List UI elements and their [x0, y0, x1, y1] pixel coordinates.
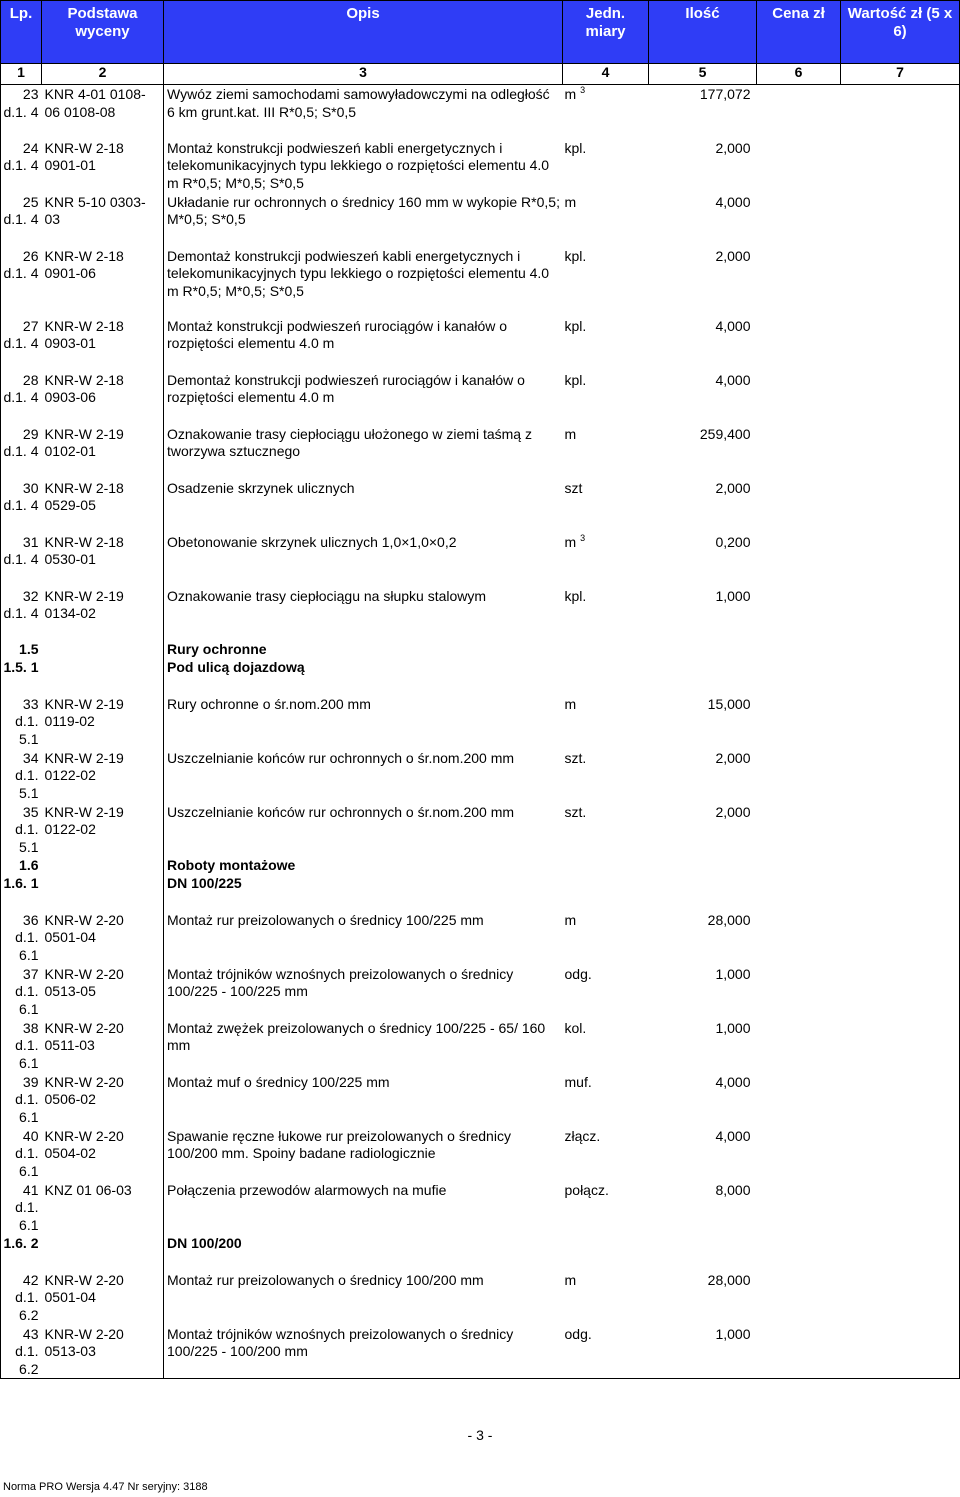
row-value [841, 911, 960, 965]
table-row [1, 1019, 960, 1073]
row-basis: KNR-W 2-18 0901-01 [44, 139, 124, 173]
row-price [757, 139, 841, 193]
row-lp: 40 d.1. 6.1 [1, 1127, 42, 1181]
table-row [1, 533, 960, 587]
row-basis: KNR-W 2-19 0119-02 [44, 695, 124, 729]
row-description: Montaż rur preizolowanych o średnicy 100/200 mm [164, 1271, 563, 1325]
row-value [841, 193, 960, 247]
table-row [1, 587, 960, 641]
row-description: Demontaż konstrukcji podwieszeń rurociągów i kanałów o rozpiętości elementu 4.0 m [164, 371, 563, 425]
unit-label: szt [564, 479, 583, 496]
unit-exponent: 3 [580, 532, 586, 543]
table-row [1, 1127, 960, 1181]
row-price [757, 1271, 841, 1325]
row-lp: 33 d.1. 5.1 [1, 695, 42, 749]
row-lp: 27 d.1. 4 [1, 317, 42, 371]
row-price [757, 247, 841, 317]
header-lp: Lp. [1, 1, 42, 64]
row-description: Montaż trójników wznośnych preizolowanych o średnicy 100/225 - 100/225 mm [164, 965, 563, 1019]
row-quantity: 8,000 [715, 1181, 751, 1198]
unit-label: muf. [564, 1073, 592, 1090]
row-quantity: 4,000 [715, 371, 751, 388]
row-quantity: 0,200 [715, 533, 751, 550]
row-lp: 1.6. 2 [1, 1235, 42, 1271]
row-unit [563, 1325, 649, 1379]
row-value [841, 533, 960, 587]
row-description: Oznakowanie trasy ciepłociągu na słupku stalowym [164, 587, 563, 641]
row-quantity [649, 1235, 757, 1271]
row-basis: KNR-W 2-20 0506-02 [44, 1073, 124, 1107]
table-row [1, 371, 960, 425]
row-basis: KNR-W 2-20 0513-05 [44, 965, 124, 999]
row-price [757, 749, 841, 803]
table-row [1, 193, 960, 247]
unit-label: szt. [564, 803, 587, 820]
table-row [1, 695, 960, 749]
row-quantity: 2,000 [715, 803, 751, 820]
row-description: Wywóz ziemi samochodami samowyładowczymi na odległość 6 km grunt.kat. III R*0,5; S*0,5 [164, 85, 563, 139]
row-lp: 25 d.1. 4 [1, 193, 42, 247]
row-price [757, 1019, 841, 1073]
row-quantity: 4,000 [715, 1073, 751, 1090]
row-price [757, 587, 841, 641]
row-quantity: 4,000 [715, 193, 751, 210]
row-value [841, 965, 960, 1019]
row-description: Obetonowanie skrzynek ulicznych 1,0×1,0×0,2 [164, 533, 563, 587]
table-row [1, 139, 960, 193]
row-basis [42, 1235, 164, 1271]
row-value [841, 85, 960, 139]
row-unit [563, 247, 649, 317]
row-basis: KNR-W 2-20 0501-04 [44, 1271, 124, 1305]
row-unit [563, 587, 649, 641]
row-price [757, 1235, 841, 1271]
row-price [757, 317, 841, 371]
row-unit [563, 533, 649, 587]
row-description: Montaż konstrukcji podwieszeń rurociągów i kanałów o rozpiętości elementu 4.0 m [164, 317, 563, 371]
row-quantity: 1,000 [649, 1325, 757, 1379]
row-price [757, 875, 841, 911]
unit-label: szt. [564, 749, 587, 766]
table-row [1, 803, 960, 857]
row-quantity: 259,400 [699, 425, 751, 442]
column-number: 7 [841, 64, 960, 85]
section-title: Roboty montażowe [164, 857, 563, 875]
row-value [841, 803, 960, 857]
row-lp: 37 d.1. 6.1 [1, 965, 42, 1019]
row-unit [563, 1271, 649, 1325]
unit-label: kol. [564, 1019, 587, 1036]
row-unit [563, 1127, 649, 1181]
row-lp: 41 d.1. 6.1 [1, 1181, 42, 1235]
row-quantity [649, 641, 757, 659]
column-number: 2 [42, 64, 164, 85]
row-description: Osadzenie skrzynek ulicznych [164, 479, 563, 533]
row-basis: KNR-W 2-19 0122-02 [44, 749, 124, 783]
unit-exponent: 3 [580, 85, 586, 95]
unit-label: złącz. [564, 1127, 601, 1144]
row-basis: KNZ 01 06-03 [44, 1181, 132, 1198]
row-description: Połączenia przewodów alarmowych na mufie [164, 1181, 563, 1235]
row-description: Uszczelnianie końców rur ochronnych o śr.nom.200 mm [164, 749, 563, 803]
row-basis [42, 659, 164, 695]
row-value [841, 317, 960, 371]
unit-label: kpl. [564, 317, 587, 334]
row-basis: KNR-W 2-20 0504-02 [44, 1127, 124, 1161]
row-description: Montaż konstrukcji podwieszeń kabli energetycznych i telekomunikacyjnych typu lekkiego o rozpiętości elementu 4.0 m R*0,5; M*0,5; S*0,5 [164, 139, 563, 193]
row-description: Spawanie ręczne łukowe rur preizolowanych o średnicy 100/200 mm. Spoiny badane radiologicznie [164, 1127, 563, 1181]
column-number: 1 [1, 64, 42, 85]
row-lp: 1.5. 1 [1, 659, 42, 695]
row-basis: KNR-W 2-20 0511-03 [44, 1019, 124, 1053]
row-price [757, 1073, 841, 1127]
table-row [1, 479, 960, 533]
row-quantity: 177,072 [699, 86, 751, 102]
row-lp: 42 d.1. 6.2 [1, 1271, 42, 1325]
row-price [757, 425, 841, 479]
header-value: Wartość zł (5 x 6) [841, 1, 960, 64]
column-number: 6 [757, 64, 841, 85]
row-value [841, 247, 960, 317]
row-unit [563, 85, 649, 139]
unit-label: m [564, 1271, 577, 1288]
row-lp: 39 d.1. 6.1 [1, 1073, 42, 1127]
unit-label: m [564, 911, 577, 928]
row-value [841, 875, 960, 911]
unit-label: m [564, 425, 577, 442]
row-lp: 32 d.1. 4 [1, 587, 42, 641]
row-basis: KNR 5-10 0303-03 [44, 193, 146, 227]
column-number: 4 [563, 64, 649, 85]
row-value [841, 1181, 960, 1235]
header-description: Opis [164, 1, 563, 64]
row-unit [563, 193, 649, 247]
unit-label: odg. [564, 965, 592, 982]
footer-software-info: Norma PRO Wersja 4.47 Nr seryjny: 3188 [3, 1481, 208, 1493]
row-description: Montaż trójników wznośnych preizolowanych o średnicy 100/225 - 100/200 mm [164, 1325, 563, 1379]
row-value [841, 371, 960, 425]
row-unit [563, 1073, 649, 1127]
row-value [841, 1127, 960, 1181]
row-value [841, 1073, 960, 1127]
header-price: Cena zł [757, 1, 841, 64]
row-description: Demontaż konstrukcji podwieszeń kabli energetycznych i telekomunikacyjnych typu lekkiego o rozpiętości elementu 4.0 m R*0,5; M*0,5; S*0,5 [164, 247, 563, 317]
row-value [841, 1235, 960, 1271]
row-price [757, 533, 841, 587]
row-lp: 26 d.1. 4 [1, 247, 42, 317]
row-quantity: 2,000 [715, 247, 751, 264]
table-row [1, 1325, 960, 1379]
section-row [1, 1235, 960, 1271]
table-row [1, 965, 960, 1019]
row-quantity: 1,000 [715, 965, 751, 982]
row-value [841, 857, 960, 875]
row-unit [563, 695, 649, 749]
row-price [757, 1325, 841, 1379]
row-unit [563, 749, 649, 803]
table-row [1, 1073, 960, 1127]
unit-label: kpl. [564, 139, 587, 156]
row-unit [563, 641, 649, 659]
table-row [1, 1271, 960, 1325]
header-basis: Podstawa wyceny [42, 1, 164, 64]
table-row [1, 749, 960, 803]
unit-label: kpl. [564, 587, 587, 604]
row-basis: KNR-W 2-18 0529-05 [44, 479, 124, 513]
row-quantity: 4,000 [715, 1127, 751, 1144]
table-row [1, 911, 960, 965]
row-quantity [649, 659, 757, 695]
row-lp: 28 d.1. 4 [1, 371, 42, 425]
row-value [841, 1325, 960, 1379]
unit-label: kpl. [564, 247, 587, 264]
row-lp: 29 d.1. 4 [1, 425, 42, 479]
row-basis: KNR-W 2-19 0134-02 [44, 587, 124, 621]
table-row [1, 317, 960, 371]
row-unit [563, 479, 649, 533]
section-title: Rury ochronne [164, 641, 563, 659]
row-unit [563, 139, 649, 193]
row-basis [42, 875, 164, 911]
row-price [757, 659, 841, 695]
section-title: DN 100/200 [164, 1235, 563, 1271]
row-quantity: 1,000 [715, 587, 751, 604]
row-lp: 1.6. 1 [1, 875, 42, 911]
row-unit [563, 1235, 649, 1271]
row-value [841, 479, 960, 533]
row-basis: KNR-W 2-20 0501-04 [44, 911, 124, 945]
row-price [757, 1127, 841, 1181]
row-unit [563, 317, 649, 371]
row-quantity: 15,000 [707, 695, 751, 712]
row-price [757, 803, 841, 857]
row-price [757, 371, 841, 425]
row-value [841, 641, 960, 659]
row-unit [563, 857, 649, 875]
row-unit [563, 1181, 649, 1235]
row-lp: 24 d.1. 4 [1, 139, 42, 193]
row-unit [563, 875, 649, 911]
unit-label: kpl. [564, 371, 587, 388]
row-basis [42, 641, 164, 659]
unit-label: odg. [564, 1325, 592, 1342]
row-unit [563, 965, 649, 1019]
row-price [757, 857, 841, 875]
row-value [841, 425, 960, 479]
row-quantity: 2,000 [715, 749, 751, 766]
row-value [841, 659, 960, 695]
row-description: Układanie rur ochronnych o średnicy 160 mm w wykopie R*0,5; M*0,5; S*0,5 [164, 193, 563, 247]
row-lp: 31 d.1. 4 [1, 533, 42, 587]
row-value [841, 1271, 960, 1325]
row-lp: 30 d.1. 4 [1, 479, 42, 533]
row-unit [563, 911, 649, 965]
unit-label: m [564, 533, 577, 550]
row-quantity: 28,000 [707, 911, 751, 928]
row-description: Uszczelnianie końców rur ochronnych o śr.nom.200 mm [164, 803, 563, 857]
row-lp: 36 d.1. 6.1 [1, 911, 42, 965]
section-row [1, 641, 960, 659]
row-value [841, 695, 960, 749]
header-quantity: Ilość [649, 1, 757, 64]
section-title: Pod ulicą dojazdową [164, 659, 563, 695]
row-quantity [649, 875, 757, 911]
header-unit: Jedn. miary [563, 1, 649, 64]
row-price [757, 193, 841, 247]
row-value [841, 1019, 960, 1073]
row-price [757, 965, 841, 1019]
unit-label: m [564, 86, 577, 102]
row-description: Montaż zwężek preizolowanych o średnicy 100/225 - 65/ 160 mm [164, 1019, 563, 1073]
row-price [757, 641, 841, 659]
row-description: Oznakowanie trasy ciepłociągu ułożonego w ziemi taśmą z tworzywa sztucznego [164, 425, 563, 479]
row-value [841, 749, 960, 803]
row-unit [563, 1019, 649, 1073]
table-row [1, 247, 960, 317]
table-row [1, 85, 960, 139]
row-basis: KNR-W 2-19 0122-02 [44, 803, 124, 837]
row-unit [563, 803, 649, 857]
row-unit [563, 659, 649, 695]
table-row [1, 425, 960, 479]
unit-label: m [564, 695, 577, 712]
column-number: 3 [164, 64, 563, 85]
page-number: - 3 - [467, 1427, 493, 1443]
row-lp: 1.5 [1, 641, 42, 659]
section-row [1, 857, 960, 875]
row-quantity: 1,000 [715, 1019, 751, 1036]
row-basis: KNR-W 2-20 0513-03 [42, 1325, 164, 1379]
section-row [1, 659, 960, 695]
row-basis [42, 857, 164, 875]
row-quantity: 4,000 [715, 317, 751, 334]
row-price [757, 479, 841, 533]
row-description: Montaż muf o średnicy 100/225 mm [164, 1073, 563, 1127]
row-quantity: 2,000 [715, 139, 751, 156]
section-title: DN 100/225 [164, 875, 563, 911]
row-quantity: 2,000 [715, 479, 751, 496]
row-quantity [649, 857, 757, 875]
row-lp: 1.6 [1, 857, 42, 875]
row-lp: 35 d.1. 5.1 [1, 803, 42, 857]
row-description: Rury ochronne o śr.nom.200 mm [164, 695, 563, 749]
row-basis: KNR-W 2-18 0901-06 [44, 247, 124, 281]
unit-label: m [564, 193, 577, 210]
row-quantity: 28,000 [707, 1271, 751, 1288]
row-unit [563, 425, 649, 479]
row-price [757, 85, 841, 139]
row-lp: 23 d.1. 4 [1, 85, 42, 139]
row-lp: 34 d.1. 5.1 [1, 749, 42, 803]
row-price [757, 1181, 841, 1235]
row-value [841, 587, 960, 641]
row-value [841, 139, 960, 193]
row-lp: 43 d.1. 6.2 [1, 1325, 42, 1379]
row-basis: KNR-W 2-19 0102-01 [44, 425, 124, 459]
row-basis: KNR-W 2-18 0903-01 [44, 317, 124, 351]
row-price [757, 695, 841, 749]
row-price [757, 911, 841, 965]
column-number: 5 [649, 64, 757, 85]
column-number-row [1, 64, 960, 85]
section-row [1, 875, 960, 911]
row-unit [563, 371, 649, 425]
row-lp: 38 d.1. 6.1 [1, 1019, 42, 1073]
header-row [1, 1, 960, 64]
row-basis: KNR 4-01 0108-06 0108-08 [44, 86, 146, 120]
row-basis: KNR-W 2-18 0903-06 [44, 371, 124, 405]
row-basis: KNR-W 2-18 0530-01 [44, 533, 124, 567]
row-description: Montaż rur preizolowanych o średnicy 100/225 mm [164, 911, 563, 965]
unit-label: połącz. [564, 1181, 609, 1198]
table-row [1, 1181, 960, 1235]
